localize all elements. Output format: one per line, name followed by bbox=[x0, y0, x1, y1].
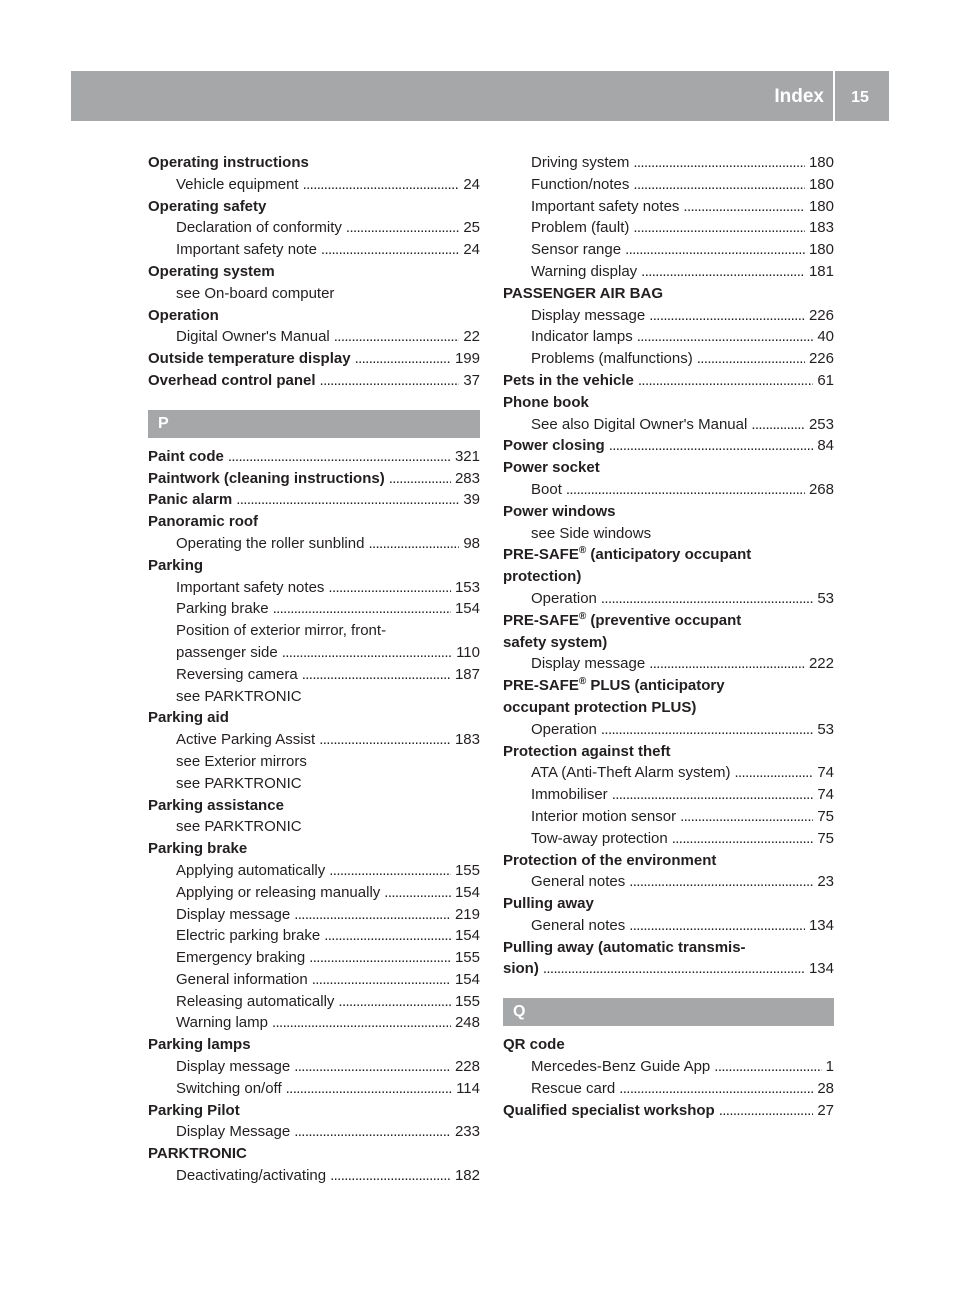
leader-dots bbox=[303, 174, 460, 196]
page-ref: 37 bbox=[463, 371, 480, 389]
index-entry bbox=[148, 261, 480, 283]
leader-dots bbox=[633, 174, 805, 196]
entry-text: Display message bbox=[176, 1058, 291, 1076]
entry-text: Warning lamp bbox=[176, 1014, 268, 1032]
entry-text: Parking Pilot bbox=[148, 1101, 240, 1119]
index-entry bbox=[148, 489, 480, 511]
page-ref: 98 bbox=[463, 534, 480, 552]
entry-text: Parking assistance bbox=[148, 796, 284, 814]
entry-text: Declaration of conformity bbox=[176, 219, 342, 237]
leader-dots bbox=[633, 217, 805, 239]
entry-text: Operation bbox=[531, 720, 597, 738]
leader-dots bbox=[273, 598, 451, 620]
index-entry bbox=[503, 1034, 834, 1056]
index-subentry bbox=[148, 1056, 480, 1078]
entry-text: Pets in the vehicle bbox=[503, 371, 634, 389]
index-subentry bbox=[503, 217, 834, 239]
entry-text: Immobiliser bbox=[531, 786, 608, 804]
leader-dots bbox=[637, 326, 814, 348]
index-subentry bbox=[503, 348, 834, 370]
index-subentry bbox=[503, 523, 834, 545]
entry-text: Power closing bbox=[503, 437, 605, 455]
entry-text: QR code bbox=[503, 1036, 565, 1054]
entry-text: Releasing automatically bbox=[176, 992, 335, 1010]
index-subentry bbox=[148, 729, 480, 751]
entry-text: Parking brake bbox=[148, 840, 248, 858]
entry-text: Reversing camera bbox=[176, 665, 298, 683]
page-number: 15 bbox=[851, 89, 869, 106]
index-subentry bbox=[148, 1121, 480, 1143]
leader-dots bbox=[368, 533, 459, 555]
entry-text: Problems (malfunctions) bbox=[531, 350, 693, 368]
leader-dots bbox=[282, 642, 452, 664]
entry-text: Mercedes-Benz Guide App bbox=[531, 1058, 711, 1076]
index-subentry bbox=[148, 816, 480, 838]
leader-dots bbox=[625, 239, 805, 261]
index-entry bbox=[148, 305, 480, 327]
index-entry bbox=[503, 501, 834, 523]
entry-text: occupant protection PLUS) bbox=[503, 698, 697, 716]
index-subentry bbox=[503, 152, 834, 174]
index-subentry bbox=[503, 762, 834, 784]
page-ref: 27 bbox=[817, 1101, 834, 1119]
index-entry bbox=[503, 566, 834, 588]
entry-text: see On-board computer bbox=[176, 284, 335, 302]
index-subentry bbox=[148, 947, 480, 969]
entry-text: Pulling away bbox=[503, 895, 594, 913]
index-subentry bbox=[148, 860, 480, 882]
entry-text: Warning display bbox=[531, 262, 638, 280]
page-ref: 154 bbox=[454, 970, 480, 988]
entry-text: Switching on/off bbox=[176, 1079, 282, 1097]
index-subentry bbox=[148, 686, 480, 708]
leader-dots bbox=[751, 414, 805, 436]
entry-text: Operating safety bbox=[148, 197, 267, 215]
entry-text: Operation bbox=[148, 306, 219, 324]
leader-dots bbox=[228, 446, 451, 468]
index-entry bbox=[148, 348, 480, 370]
index-subentry bbox=[148, 882, 480, 904]
entry-text: Display message bbox=[531, 655, 646, 673]
page-ref: 22 bbox=[463, 328, 480, 346]
page-ref: 25 bbox=[463, 219, 480, 237]
leader-dots bbox=[286, 1078, 452, 1100]
entry-text: protection) bbox=[503, 568, 582, 586]
leader-dots bbox=[346, 217, 459, 239]
leader-dots bbox=[320, 370, 460, 392]
registered-mark: ® bbox=[578, 676, 587, 688]
page-ref: 321 bbox=[454, 447, 480, 465]
page-ref: 110 bbox=[456, 643, 480, 661]
leader-dots bbox=[543, 958, 805, 980]
index-entry bbox=[503, 457, 834, 479]
page-ref: 84 bbox=[817, 437, 834, 455]
index-subentry bbox=[148, 904, 480, 926]
index-subentry bbox=[148, 533, 480, 555]
leader-dots bbox=[680, 806, 813, 828]
entry-text: Pulling away (automatic transmis- bbox=[503, 938, 746, 956]
leader-dots bbox=[312, 969, 451, 991]
right-entries-b bbox=[503, 1034, 834, 1121]
index-subentry bbox=[148, 239, 480, 261]
leader-dots bbox=[321, 239, 459, 261]
index-subentry bbox=[503, 653, 834, 675]
entry-text: see Side windows bbox=[531, 524, 652, 542]
page-ref: 181 bbox=[808, 262, 834, 280]
index-entry bbox=[503, 435, 834, 457]
page-ref: 53 bbox=[817, 589, 834, 607]
page-ref: 155 bbox=[454, 992, 480, 1010]
index-subentry bbox=[503, 479, 834, 501]
page-ref: 1 bbox=[825, 1058, 834, 1076]
page-ref: 182 bbox=[454, 1167, 480, 1185]
page-ref: 183 bbox=[808, 219, 834, 237]
page-ref: 180 bbox=[808, 175, 834, 193]
page-ref: 40 bbox=[817, 328, 834, 346]
index-subentry bbox=[148, 1012, 480, 1034]
entry-text: Driving system bbox=[531, 154, 630, 171]
index-entry bbox=[148, 555, 480, 577]
entry-text: Protection of the environment bbox=[503, 851, 717, 869]
index-entry bbox=[503, 958, 834, 980]
index-subentry bbox=[503, 261, 834, 283]
index-subentry bbox=[148, 174, 480, 196]
page-ref: 74 bbox=[817, 764, 834, 782]
leader-dots bbox=[338, 991, 451, 1013]
leader-dots bbox=[719, 1100, 814, 1122]
leader-dots bbox=[355, 348, 451, 370]
leader-dots bbox=[641, 261, 805, 283]
page-ref: 199 bbox=[454, 350, 480, 368]
leader-dots bbox=[649, 653, 805, 675]
entry-text: Display message bbox=[531, 306, 646, 324]
index-subentry bbox=[503, 326, 834, 348]
page-ref: 226 bbox=[808, 350, 834, 368]
page-ref: 283 bbox=[454, 469, 480, 487]
index-entry bbox=[148, 1100, 480, 1122]
leader-dots bbox=[319, 729, 451, 751]
page-ref: 153 bbox=[454, 578, 480, 596]
index-subentry bbox=[503, 784, 834, 806]
leader-dots bbox=[294, 1056, 451, 1078]
index-title: Index bbox=[774, 86, 824, 107]
index-entry bbox=[148, 838, 480, 860]
page-ref: 75 bbox=[817, 829, 834, 847]
entry-text: PARKTRONIC bbox=[148, 1145, 247, 1163]
page-ref: 253 bbox=[808, 415, 834, 433]
page-ref: 180 bbox=[808, 154, 834, 171]
right-entries-a bbox=[503, 152, 834, 980]
entry-text: Problem (fault) bbox=[531, 219, 630, 237]
entry-text: Active Parking Assist bbox=[176, 731, 316, 749]
page-ref: 114 bbox=[456, 1079, 480, 1097]
page-ref: 154 bbox=[454, 927, 480, 945]
entry-text: Interior motion sensor bbox=[531, 807, 677, 825]
index-entry bbox=[503, 850, 834, 872]
page-ref: 39 bbox=[463, 491, 480, 509]
index-entry bbox=[503, 675, 834, 697]
entry-text: Deactivating/activating bbox=[176, 1167, 327, 1185]
page-ref: 154 bbox=[454, 883, 480, 901]
entry-text: Protection against theft bbox=[503, 742, 671, 760]
entry-text: sion) bbox=[503, 960, 539, 978]
entry-text: Operating the roller sunblind bbox=[176, 534, 365, 552]
index-subentry bbox=[503, 871, 834, 893]
index-subentry bbox=[503, 174, 834, 196]
leader-dots bbox=[334, 326, 460, 348]
page-ref: 180 bbox=[808, 197, 834, 215]
entry-text: Indicator lamps bbox=[531, 328, 633, 346]
page-ref: 28 bbox=[817, 1079, 834, 1097]
entry-text: Paintwork (cleaning instructions) bbox=[148, 469, 385, 487]
leader-dots bbox=[294, 904, 451, 926]
left-entries-b bbox=[148, 446, 480, 1187]
leader-dots bbox=[566, 479, 805, 501]
entry-text: Parking lamps bbox=[148, 1036, 251, 1054]
index-subentry bbox=[503, 806, 834, 828]
index-entry bbox=[148, 707, 480, 729]
index-entry bbox=[503, 370, 834, 392]
index-subentry bbox=[503, 588, 834, 610]
leader-dots bbox=[672, 828, 814, 850]
leader-dots bbox=[633, 152, 805, 174]
page-ref: 222 bbox=[808, 655, 834, 673]
index-subentry bbox=[148, 925, 480, 947]
leader-dots bbox=[609, 435, 814, 457]
entry-text: Important safety note bbox=[176, 241, 317, 259]
index-subentry bbox=[503, 719, 834, 741]
leader-dots bbox=[601, 719, 813, 741]
entry-text: Power windows bbox=[503, 502, 616, 520]
index-subentry bbox=[503, 915, 834, 937]
right-column bbox=[503, 152, 834, 1121]
leader-dots bbox=[329, 860, 451, 882]
leader-dots bbox=[294, 1121, 451, 1143]
index-entry bbox=[148, 446, 480, 468]
index-subentry bbox=[148, 598, 480, 620]
page-ref: 24 bbox=[463, 241, 480, 259]
leader-dots bbox=[309, 947, 451, 969]
index-entry bbox=[148, 152, 480, 174]
entry-text: Boot bbox=[531, 480, 562, 498]
index-subentry bbox=[148, 326, 480, 348]
leader-dots bbox=[236, 489, 459, 511]
section-header-p: P bbox=[148, 410, 480, 438]
page-ref: 228 bbox=[454, 1058, 480, 1076]
entry-text: PASSENGER AIR BAG bbox=[503, 284, 664, 302]
index-entry bbox=[503, 741, 834, 763]
page-ref: 53 bbox=[817, 720, 834, 738]
index-subentry bbox=[148, 217, 480, 239]
index-subentry bbox=[148, 283, 480, 305]
header-divider bbox=[833, 71, 835, 121]
page-ref: 183 bbox=[454, 731, 480, 749]
left-entries-a bbox=[148, 152, 480, 392]
page-ref: 248 bbox=[454, 1014, 480, 1032]
index-subentry bbox=[503, 239, 834, 261]
entry-text: Function/notes bbox=[531, 175, 630, 193]
leader-dots bbox=[619, 1078, 813, 1100]
page-ref: 226 bbox=[808, 306, 834, 324]
entry-text: Tow-away protection bbox=[531, 829, 668, 847]
index-entry bbox=[148, 196, 480, 218]
section-header-q: Q bbox=[503, 998, 834, 1026]
index-subentry bbox=[148, 620, 480, 642]
index-entry bbox=[148, 370, 480, 392]
index-subentry bbox=[148, 577, 480, 599]
entry-text: Applying automatically bbox=[176, 861, 326, 879]
page-ref: 154 bbox=[454, 600, 480, 618]
entry-text: Vehicle equipment bbox=[176, 175, 299, 193]
entry-text: General information bbox=[176, 970, 308, 988]
entry-text: Digital Owner's Manual bbox=[176, 328, 330, 346]
index-entry bbox=[148, 795, 480, 817]
page-ref: 268 bbox=[808, 480, 834, 498]
index-entry bbox=[503, 697, 834, 719]
index-subentry bbox=[503, 196, 834, 218]
page-ref: 61 bbox=[817, 371, 834, 389]
entry-text: passenger side bbox=[176, 643, 278, 661]
index-entry bbox=[503, 937, 834, 959]
registered-mark: ® bbox=[578, 610, 587, 622]
index-entry bbox=[503, 544, 834, 566]
page-ref: 180 bbox=[808, 241, 834, 259]
page-ref: 134 bbox=[808, 916, 834, 934]
entry-text: see PARKTRONIC bbox=[176, 818, 302, 836]
page-ref: 219 bbox=[454, 905, 480, 923]
index-subentry bbox=[503, 305, 834, 327]
index-subentry bbox=[148, 1165, 480, 1187]
page-ref: 134 bbox=[808, 960, 834, 978]
entry-text: Rescue card bbox=[531, 1079, 616, 1097]
entry-text: PRE-SAFE® (anticipatory occupant bbox=[503, 545, 752, 564]
leader-dots bbox=[683, 196, 805, 218]
entry-text: Paint code bbox=[148, 447, 224, 465]
leader-dots bbox=[384, 882, 451, 904]
index-subentry bbox=[148, 991, 480, 1013]
entry-text: Overhead control panel bbox=[148, 371, 316, 389]
page-ref: 187 bbox=[454, 665, 480, 683]
entry-text: see Exterior mirrors bbox=[176, 752, 307, 770]
leader-dots bbox=[324, 925, 451, 947]
entry-text: Parking brake bbox=[176, 600, 269, 618]
entry-text: Qualified specialist workshop bbox=[503, 1101, 715, 1119]
entry-text: ATA (Anti-Theft Alarm system) bbox=[531, 764, 731, 782]
index-entry bbox=[503, 283, 834, 305]
entry-text: Display Message bbox=[176, 1123, 291, 1141]
page-ref: 155 bbox=[454, 861, 480, 879]
index-entry bbox=[503, 632, 834, 654]
page-ref: 233 bbox=[454, 1123, 480, 1141]
leader-dots bbox=[330, 1165, 451, 1187]
entry-text: Sensor range bbox=[531, 241, 622, 259]
entry-text: Operating system bbox=[148, 262, 275, 280]
leader-dots bbox=[638, 370, 813, 392]
index-subentry bbox=[148, 664, 480, 686]
index-subentry bbox=[148, 773, 480, 795]
entry-text: see PARKTRONIC bbox=[176, 774, 302, 792]
leader-dots bbox=[734, 762, 813, 784]
index-subentry bbox=[503, 1056, 834, 1078]
index-subentry bbox=[148, 751, 480, 773]
entry-text: Power socket bbox=[503, 459, 600, 477]
entry-text: See also Digital Owner's Manual bbox=[531, 415, 748, 433]
left-column bbox=[148, 152, 480, 1187]
entry-text: Panic alarm bbox=[148, 491, 233, 509]
index-entry bbox=[148, 1143, 480, 1165]
index-subentry bbox=[148, 1078, 480, 1100]
entry-text: Emergency braking bbox=[176, 949, 306, 967]
entry-text: Operation bbox=[531, 589, 597, 607]
leader-dots bbox=[629, 915, 805, 937]
index-entry bbox=[503, 1100, 834, 1122]
entry-text: see PARKTRONIC bbox=[176, 687, 302, 705]
index-entry bbox=[503, 392, 834, 414]
entry-text: Important safety notes bbox=[531, 197, 680, 215]
leader-dots bbox=[272, 1012, 451, 1034]
leader-dots bbox=[714, 1056, 821, 1078]
index-entry bbox=[148, 468, 480, 490]
entry-text: Operating instructions bbox=[148, 154, 309, 171]
entry-text: Parking bbox=[148, 556, 204, 574]
leader-dots bbox=[629, 871, 813, 893]
index-entry bbox=[503, 610, 834, 632]
entry-text: General notes bbox=[531, 916, 626, 934]
entry-text: PRE-SAFE® PLUS (anticipatory bbox=[503, 676, 725, 695]
entry-text: Panoramic roof bbox=[148, 513, 259, 531]
index-subentry bbox=[148, 642, 480, 664]
entry-text: Phone book bbox=[503, 393, 589, 411]
index-subentry bbox=[148, 969, 480, 991]
index-subentry bbox=[503, 1078, 834, 1100]
page-ref: 23 bbox=[817, 873, 834, 891]
leader-dots bbox=[389, 468, 451, 490]
entry-text: General notes bbox=[531, 873, 626, 891]
entry-text: Position of exterior mirror, front- bbox=[176, 622, 387, 640]
entry-text: Outside temperature display bbox=[148, 350, 351, 368]
entry-text: Electric parking brake bbox=[176, 927, 321, 945]
leader-dots bbox=[697, 348, 805, 370]
registered-mark: ® bbox=[578, 545, 587, 557]
leader-dots bbox=[328, 577, 451, 599]
entry-text: safety system) bbox=[503, 633, 608, 651]
index-entry bbox=[148, 511, 480, 533]
leader-dots bbox=[601, 588, 813, 610]
entry-text: PRE-SAFE® (preventive occupant bbox=[503, 610, 742, 629]
page-ref: 155 bbox=[454, 949, 480, 967]
index-entry bbox=[503, 893, 834, 915]
index-entry bbox=[148, 1034, 480, 1056]
page-ref: 24 bbox=[463, 175, 480, 193]
entry-text: Applying or releasing manually bbox=[176, 883, 381, 901]
leader-dots bbox=[649, 305, 805, 327]
leader-dots bbox=[302, 664, 451, 686]
page-ref: 75 bbox=[817, 807, 834, 825]
index-subentry bbox=[503, 828, 834, 850]
entry-text: Parking aid bbox=[148, 709, 229, 727]
index-subentry bbox=[503, 414, 834, 436]
page-ref: 74 bbox=[817, 786, 834, 804]
leader-dots bbox=[612, 784, 814, 806]
entry-text: Important safety notes bbox=[176, 578, 325, 596]
entry-text: Display message bbox=[176, 905, 291, 923]
